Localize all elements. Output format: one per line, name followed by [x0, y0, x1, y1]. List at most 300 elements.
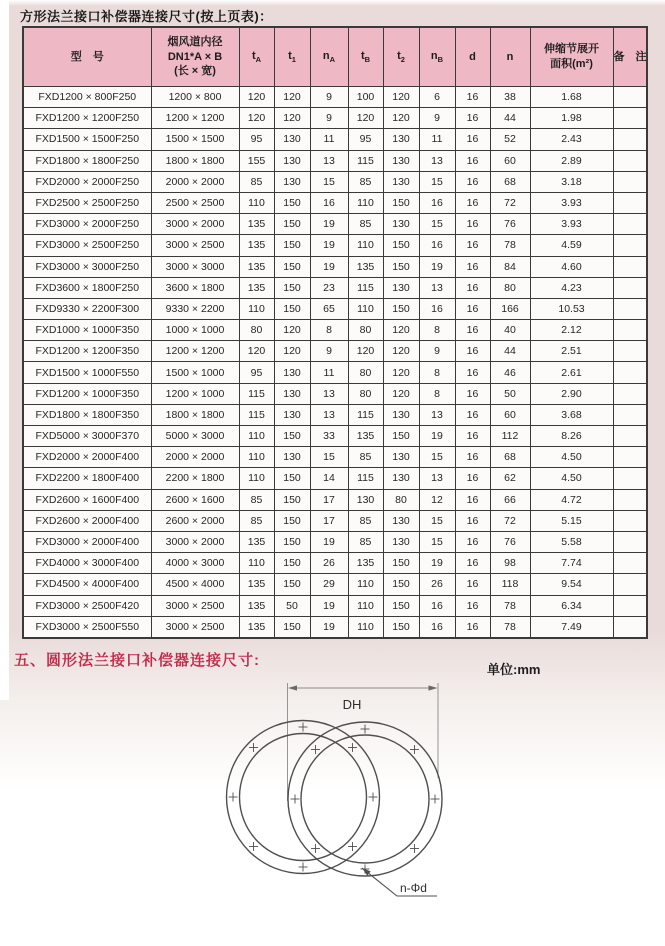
- value-cell: 120: [383, 362, 419, 383]
- value-cell: 38: [490, 87, 530, 108]
- value-cell: 95: [348, 129, 383, 150]
- value-cell: 120: [239, 108, 274, 129]
- value-cell: 8: [419, 383, 455, 404]
- value-cell: 16: [455, 298, 490, 319]
- value-cell: 135: [239, 616, 274, 638]
- value-cell: 3.18: [530, 171, 613, 192]
- column-header: $t_1$: [274, 27, 310, 87]
- value-cell: 16: [455, 468, 490, 489]
- model-cell: FXD1500 × 1500F250: [23, 129, 151, 150]
- value-cell: 17: [310, 510, 348, 531]
- value-cell: 135: [239, 574, 274, 595]
- section-title: 五、圆形法兰接口补偿器连接尺寸:: [14, 652, 260, 669]
- value-cell: 11: [310, 129, 348, 150]
- value-cell: 80: [383, 489, 419, 510]
- value-cell: 2000 × 2000: [151, 447, 239, 468]
- value-cell: 120: [383, 108, 419, 129]
- value-cell: 85: [348, 447, 383, 468]
- value-cell: 150: [274, 214, 310, 235]
- value-cell: 16: [419, 192, 455, 213]
- value-cell: 2200 × 1800: [151, 468, 239, 489]
- value-cell: 13: [310, 404, 348, 425]
- value-cell: 16: [455, 341, 490, 362]
- column-header: 备 注: [613, 27, 647, 87]
- value-cell: 33: [310, 426, 348, 447]
- bolt-label: n-Φd: [400, 881, 427, 895]
- value-cell: 135: [239, 256, 274, 277]
- model-cell: FXD4000 × 3000F400: [23, 553, 151, 574]
- value-cell: 110: [348, 298, 383, 319]
- value-cell: 85: [348, 214, 383, 235]
- value-cell: 72: [490, 192, 530, 213]
- model-cell: FXD3000 × 2500F250: [23, 235, 151, 256]
- value-cell: 4.23: [530, 277, 613, 298]
- value-cell: 150: [274, 531, 310, 552]
- value-cell: 1.68: [530, 87, 613, 108]
- value-cell: 115: [348, 277, 383, 298]
- value-cell: 16: [455, 447, 490, 468]
- value-cell: 120: [274, 87, 310, 108]
- value-cell: 110: [348, 616, 383, 638]
- page-title: 方形法兰接口补偿器连接尺寸(按上页表)：: [20, 9, 273, 24]
- value-cell: 15: [419, 510, 455, 531]
- value-cell: 1800 × 1800: [151, 150, 239, 171]
- model-cell: FXD3000 × 2000F250: [23, 214, 151, 235]
- value-cell: 17: [310, 489, 348, 510]
- value-cell: 68: [490, 447, 530, 468]
- value-cell: 16: [455, 171, 490, 192]
- value-cell: 150: [274, 553, 310, 574]
- value-cell: 95: [239, 362, 274, 383]
- value-cell: 130: [383, 531, 419, 552]
- value-cell: 110: [239, 192, 274, 213]
- value-cell: 85: [348, 531, 383, 552]
- value-cell: 78: [490, 595, 530, 616]
- value-cell: 19: [310, 531, 348, 552]
- value-cell: 110: [239, 553, 274, 574]
- value-cell: 16: [455, 256, 490, 277]
- value-cell: 4000 × 3000: [151, 553, 239, 574]
- value-cell: 2.61: [530, 362, 613, 383]
- value-cell: 150: [274, 277, 310, 298]
- value-cell: 10.53: [530, 298, 613, 319]
- value-cell: 130: [383, 277, 419, 298]
- value-cell: 19: [310, 256, 348, 277]
- value-cell: 150: [274, 489, 310, 510]
- value-cell: 130: [274, 171, 310, 192]
- value-cell: 44: [490, 341, 530, 362]
- value-cell: 110: [239, 468, 274, 489]
- value-cell: 50: [490, 383, 530, 404]
- value-cell: 150: [383, 553, 419, 574]
- value-cell: 120: [274, 320, 310, 341]
- value-cell: 110: [348, 595, 383, 616]
- column-header: 型 号: [23, 27, 151, 87]
- value-cell: 110: [239, 298, 274, 319]
- model-cell: FXD2200 × 1800F400: [23, 468, 151, 489]
- model-cell: FXD9330 × 2200F300: [23, 298, 151, 319]
- value-cell: 19: [310, 214, 348, 235]
- value-cell: 4.50: [530, 468, 613, 489]
- value-cell: 1500 × 1500: [151, 129, 239, 150]
- value-cell: 150: [383, 616, 419, 638]
- value-cell: 130: [274, 447, 310, 468]
- value-cell: 19: [310, 595, 348, 616]
- value-cell: 78: [490, 235, 530, 256]
- value-cell: 130: [383, 129, 419, 150]
- value-cell: 19: [419, 426, 455, 447]
- model-cell: FXD3000 × 3000F250: [23, 256, 151, 277]
- model-cell: FXD1500 × 1000F550: [23, 362, 151, 383]
- value-cell: 150: [383, 256, 419, 277]
- value-cell: 15: [419, 171, 455, 192]
- value-cell: 85: [348, 510, 383, 531]
- value-cell: 16: [455, 426, 490, 447]
- model-cell: FXD1800 × 1800F250: [23, 150, 151, 171]
- value-cell: 15: [310, 447, 348, 468]
- value-cell: 2.51: [530, 341, 613, 362]
- column-header: n: [490, 27, 530, 87]
- value-cell: 44: [490, 108, 530, 129]
- value-cell: 80: [490, 277, 530, 298]
- value-cell: 130: [348, 489, 383, 510]
- value-cell: 16: [419, 595, 455, 616]
- value-cell: 1000 × 1000: [151, 320, 239, 341]
- value-cell: 150: [383, 192, 419, 213]
- value-cell: 6: [419, 87, 455, 108]
- value-cell: 1.98: [530, 108, 613, 129]
- value-cell: 3000 × 3000: [151, 256, 239, 277]
- value-cell: 110: [348, 192, 383, 213]
- value-cell: 15: [419, 531, 455, 552]
- flange-ring-right-inner: [301, 735, 429, 863]
- value-cell: 72: [490, 510, 530, 531]
- value-cell: 120: [348, 108, 383, 129]
- value-cell: 16: [455, 595, 490, 616]
- value-cell: 7.49: [530, 616, 613, 638]
- value-cell: 16: [455, 129, 490, 150]
- model-cell: FXD1200 × 1200F250: [23, 108, 151, 129]
- value-cell: 5.58: [530, 531, 613, 552]
- value-cell: 12: [419, 489, 455, 510]
- model-cell: FXD2000 × 2000F400: [23, 447, 151, 468]
- value-cell: 9: [419, 341, 455, 362]
- value-cell: 8: [419, 362, 455, 383]
- value-cell: 130: [383, 150, 419, 171]
- value-cell: 85: [239, 489, 274, 510]
- value-cell: 2000 × 2000: [151, 171, 239, 192]
- value-cell: 29: [310, 574, 348, 595]
- column-header: 烟风道内径 DN1*A × B (长 × 宽): [151, 27, 239, 87]
- value-cell: 150: [274, 616, 310, 638]
- value-cell: 120: [383, 383, 419, 404]
- value-cell: 150: [383, 426, 419, 447]
- value-cell: 13: [419, 468, 455, 489]
- value-cell: 130: [274, 150, 310, 171]
- value-cell: 76: [490, 531, 530, 552]
- value-cell: 120: [274, 341, 310, 362]
- value-cell: 1800 × 1800: [151, 404, 239, 425]
- value-cell: 66: [490, 489, 530, 510]
- value-cell: 80: [348, 320, 383, 341]
- value-cell: 98: [490, 553, 530, 574]
- value-cell: 2500 × 2500: [151, 192, 239, 213]
- value-cell: 52: [490, 129, 530, 150]
- value-cell: 4.60: [530, 256, 613, 277]
- value-cell: 15: [419, 214, 455, 235]
- value-cell: 62: [490, 468, 530, 489]
- value-cell: 16: [455, 235, 490, 256]
- value-cell: 2600 × 2000: [151, 510, 239, 531]
- column-header: $n_A$: [310, 27, 348, 87]
- model-cell: FXD5000 × 3000F370: [23, 426, 151, 447]
- value-cell: 135: [239, 277, 274, 298]
- value-cell: 16: [455, 489, 490, 510]
- flange-ring-right-outer: [288, 722, 442, 876]
- value-cell: 2600 × 1600: [151, 489, 239, 510]
- model-cell: FXD4500 × 4000F400: [23, 574, 151, 595]
- value-cell: 11: [419, 129, 455, 150]
- value-cell: 4500 × 4000: [151, 574, 239, 595]
- model-cell: FXD3000 × 2500F550: [23, 616, 151, 638]
- value-cell: 115: [348, 404, 383, 425]
- model-cell: FXD3600 × 1800F250: [23, 277, 151, 298]
- value-cell: 14: [310, 468, 348, 489]
- value-cell: 1200 × 1200: [151, 341, 239, 362]
- value-cell: 9.54: [530, 574, 613, 595]
- value-cell: 9: [310, 108, 348, 129]
- value-cell: 120: [239, 87, 274, 108]
- value-cell: 1200 × 1000: [151, 383, 239, 404]
- value-cell: 6.34: [530, 595, 613, 616]
- value-cell: 5000 × 3000: [151, 426, 239, 447]
- value-cell: 13: [310, 150, 348, 171]
- model-cell: FXD3000 × 2000F400: [23, 531, 151, 552]
- value-cell: 150: [383, 595, 419, 616]
- value-cell: 78: [490, 616, 530, 638]
- value-cell: 26: [310, 553, 348, 574]
- model-cell: FXD1200 × 1200F350: [23, 341, 151, 362]
- value-cell: 130: [383, 404, 419, 425]
- value-cell: 118: [490, 574, 530, 595]
- value-cell: 50: [274, 595, 310, 616]
- value-cell: 95: [239, 129, 274, 150]
- value-cell: 135: [239, 531, 274, 552]
- value-cell: 8.26: [530, 426, 613, 447]
- value-cell: 16: [455, 383, 490, 404]
- unit-label: 单位:mm: [487, 662, 541, 677]
- value-cell: 2.12: [530, 320, 613, 341]
- value-cell: 15: [310, 171, 348, 192]
- value-cell: 9330 × 2200: [151, 298, 239, 319]
- value-cell: 1200 × 800: [151, 87, 239, 108]
- value-cell: 150: [274, 235, 310, 256]
- value-cell: 16: [455, 510, 490, 531]
- value-cell: 65: [310, 298, 348, 319]
- value-cell: 150: [274, 510, 310, 531]
- value-cell: 80: [348, 383, 383, 404]
- value-cell: 3.93: [530, 214, 613, 235]
- flange-ring-left-outer: [227, 721, 380, 874]
- value-cell: 16: [310, 192, 348, 213]
- value-cell: 76: [490, 214, 530, 235]
- value-cell: 3.93: [530, 192, 613, 213]
- value-cell: 120: [348, 341, 383, 362]
- value-cell: 3000 × 2000: [151, 531, 239, 552]
- value-cell: 16: [419, 298, 455, 319]
- value-cell: 120: [274, 108, 310, 129]
- value-cell: 1200 × 1200: [151, 108, 239, 129]
- dim-arrow-left: [288, 685, 297, 690]
- value-cell: 68: [490, 171, 530, 192]
- value-cell: 130: [383, 214, 419, 235]
- value-cell: 110: [239, 447, 274, 468]
- value-cell: 135: [239, 595, 274, 616]
- value-cell: 9: [310, 87, 348, 108]
- value-cell: 135: [348, 256, 383, 277]
- column-header: $t_B$: [348, 27, 383, 87]
- value-cell: 16: [455, 320, 490, 341]
- value-cell: 100: [348, 87, 383, 108]
- value-cell: 8: [310, 320, 348, 341]
- value-cell: 3.68: [530, 404, 613, 425]
- column-header: d: [455, 27, 490, 87]
- value-cell: 150: [274, 298, 310, 319]
- bolt-hole-marks: [229, 723, 440, 874]
- value-cell: 135: [239, 214, 274, 235]
- value-cell: 5.15: [530, 510, 613, 531]
- value-cell: 16: [455, 362, 490, 383]
- value-cell: 19: [310, 616, 348, 638]
- dim-arrow-right: [429, 685, 438, 690]
- model-cell: FXD1200 × 800F250: [23, 87, 151, 108]
- dh-dimension-label: DH: [342, 697, 362, 712]
- column-header: $t_2$: [383, 27, 419, 87]
- model-cell: FXD2500 × 2500F250: [23, 192, 151, 213]
- value-cell: 40: [490, 320, 530, 341]
- value-cell: 115: [239, 404, 274, 425]
- value-cell: 80: [348, 362, 383, 383]
- value-cell: 46: [490, 362, 530, 383]
- value-cell: 120: [383, 320, 419, 341]
- model-cell: FXD1000 × 1000F350: [23, 320, 151, 341]
- value-cell: 85: [239, 171, 274, 192]
- value-cell: 16: [455, 192, 490, 213]
- value-cell: 16: [455, 531, 490, 552]
- value-cell: 15: [419, 447, 455, 468]
- value-cell: 150: [274, 426, 310, 447]
- value-cell: 3600 × 1800: [151, 277, 239, 298]
- value-cell: 16: [455, 87, 490, 108]
- value-cell: 16: [455, 277, 490, 298]
- value-cell: 60: [490, 150, 530, 171]
- value-cell: 3000 × 2500: [151, 616, 239, 638]
- value-cell: 135: [348, 426, 383, 447]
- value-cell: 85: [239, 510, 274, 531]
- model-cell: FXD2600 × 1600F400: [23, 489, 151, 510]
- value-cell: 130: [383, 468, 419, 489]
- value-cell: 9: [310, 341, 348, 362]
- model-cell: FXD2600 × 2000F400: [23, 510, 151, 531]
- value-cell: 2.43: [530, 129, 613, 150]
- value-cell: 135: [348, 553, 383, 574]
- value-cell: 150: [274, 256, 310, 277]
- value-cell: 16: [419, 616, 455, 638]
- value-cell: 23: [310, 277, 348, 298]
- value-cell: 9: [419, 108, 455, 129]
- value-cell: 7.74: [530, 553, 613, 574]
- value-cell: 19: [419, 553, 455, 574]
- value-cell: 11: [310, 362, 348, 383]
- value-cell: 16: [455, 616, 490, 638]
- value-cell: 130: [383, 171, 419, 192]
- value-cell: 13: [419, 404, 455, 425]
- value-cell: 110: [348, 574, 383, 595]
- value-cell: 130: [383, 447, 419, 468]
- value-cell: 110: [348, 235, 383, 256]
- value-cell: 130: [274, 129, 310, 150]
- value-cell: 130: [383, 510, 419, 531]
- value-cell: 60: [490, 404, 530, 425]
- value-cell: 130: [274, 404, 310, 425]
- model-cell: FXD1200 × 1000F350: [23, 383, 151, 404]
- value-cell: 8: [419, 320, 455, 341]
- value-cell: 110: [239, 426, 274, 447]
- value-cell: 13: [419, 277, 455, 298]
- value-cell: 115: [348, 468, 383, 489]
- value-cell: 13: [310, 383, 348, 404]
- value-cell: 16: [455, 574, 490, 595]
- value-cell: 120: [383, 87, 419, 108]
- value-cell: 120: [239, 341, 274, 362]
- value-cell: 150: [274, 192, 310, 213]
- value-cell: 85: [348, 171, 383, 192]
- value-cell: 112: [490, 426, 530, 447]
- value-cell: 3000 × 2500: [151, 595, 239, 616]
- value-cell: 1500 × 1000: [151, 362, 239, 383]
- value-cell: 19: [419, 256, 455, 277]
- value-cell: 2.89: [530, 150, 613, 171]
- value-cell: 130: [274, 383, 310, 404]
- column-header: $t_A$: [239, 27, 274, 87]
- value-cell: 150: [274, 574, 310, 595]
- value-cell: 150: [383, 235, 419, 256]
- value-cell: 16: [455, 404, 490, 425]
- value-cell: 13: [419, 150, 455, 171]
- value-cell: 4.72: [530, 489, 613, 510]
- value-cell: 115: [348, 150, 383, 171]
- model-cell: FXD2000 × 2000F250: [23, 171, 151, 192]
- value-cell: 150: [274, 468, 310, 489]
- model-cell: FXD1800 × 1800F350: [23, 404, 151, 425]
- value-cell: 4.59: [530, 235, 613, 256]
- value-cell: 3000 × 2000: [151, 214, 239, 235]
- value-cell: 166: [490, 298, 530, 319]
- value-cell: 4.50: [530, 447, 613, 468]
- value-cell: 16: [455, 553, 490, 574]
- value-cell: 26: [419, 574, 455, 595]
- value-cell: 16: [455, 108, 490, 129]
- value-cell: 130: [274, 362, 310, 383]
- value-cell: 115: [239, 383, 274, 404]
- value-cell: 155: [239, 150, 274, 171]
- value-cell: 84: [490, 256, 530, 277]
- value-cell: 2.90: [530, 383, 613, 404]
- value-cell: 120: [383, 341, 419, 362]
- value-cell: 80: [239, 320, 274, 341]
- value-cell: 19: [310, 235, 348, 256]
- column-header: $n_B$: [419, 27, 455, 87]
